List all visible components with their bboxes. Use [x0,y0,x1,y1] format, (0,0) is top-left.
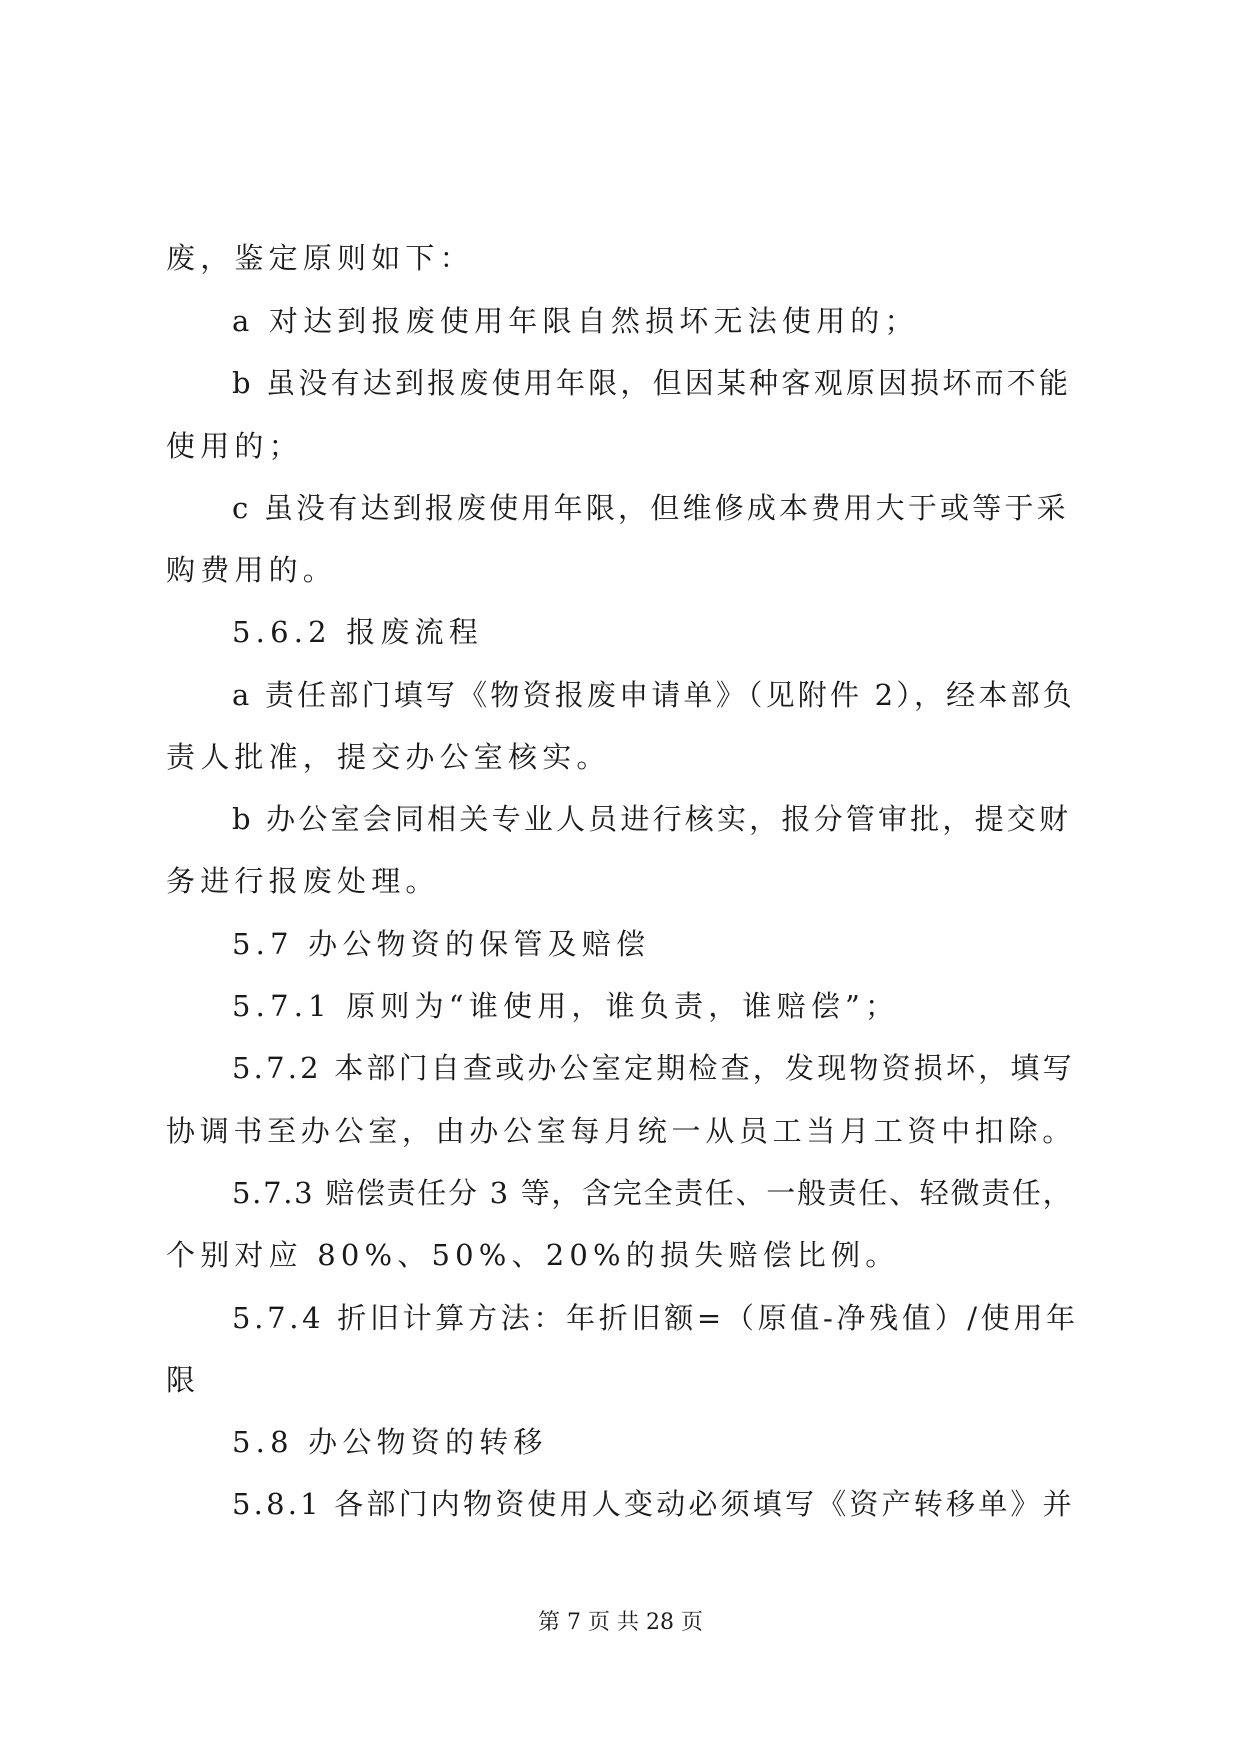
text-line-3: b 虽没有达到报废使用年限，但因某种客观原因损坏而不能 [232,366,1072,400]
text-line-13: 5.7.1 原则为“谁使用，谁负责，谁赔偿”； [232,989,900,1023]
text-line-21: 5.8.1 各部门内物资使用人变动必须填写《资产转移单》并 [232,1487,1075,1521]
text-line-1: 废，鉴定原则如下： [166,241,474,275]
text-line-9: 责人批准，提交办公室核实。 [166,740,611,774]
section-heading-5-7: 5.7 办公物资的保管及赔偿 [232,927,651,961]
text-line-15: 协调书至办公室，由办公室每月统一从员工当月工资中扣除。 [166,1114,1076,1148]
text-line-17: 个别对应 80%、50%、20%的损失赔偿比例。 [166,1238,900,1272]
section-heading-5-8: 5.8 办公物资的转移 [232,1425,548,1459]
text-line-5: c 虽没有达到报废使用年限，但维修成本费用大于或等于采 [232,491,1069,525]
text-line-10: b 办公室会同相关专业人员进行核实，报分管审批，提交财 [232,802,1072,836]
text-line-16: 5.7.3 赔偿责任分 3 等，含完全责任、一般责任、轻微责任， [232,1176,1074,1210]
page-number-footer: 第 7 页 共 28 页 [538,1610,703,1635]
text-line-2: a 对达到报废使用年限自然损坏无法使用的； [232,304,919,338]
text-line-19: 限 [166,1363,201,1397]
text-line-8: a 责任部门填写《物资报废申请单》（见附件 2），经本部负 [232,678,1075,712]
text-line-6: 购费用的。 [166,553,338,587]
section-heading-5-6-2: 5.6.2 报废流程 [232,615,484,649]
text-line-11: 务进行报废处理。 [166,864,440,898]
text-line-14: 5.7.2 本部门自查或办公室定期检查，发现物资损坏，填写 [232,1051,1075,1085]
text-line-18: 5.7.4 折旧计算方法：年折旧额=（原值-净残值）/使用年 [232,1301,1079,1335]
text-line-4: 使用的； [166,429,303,463]
